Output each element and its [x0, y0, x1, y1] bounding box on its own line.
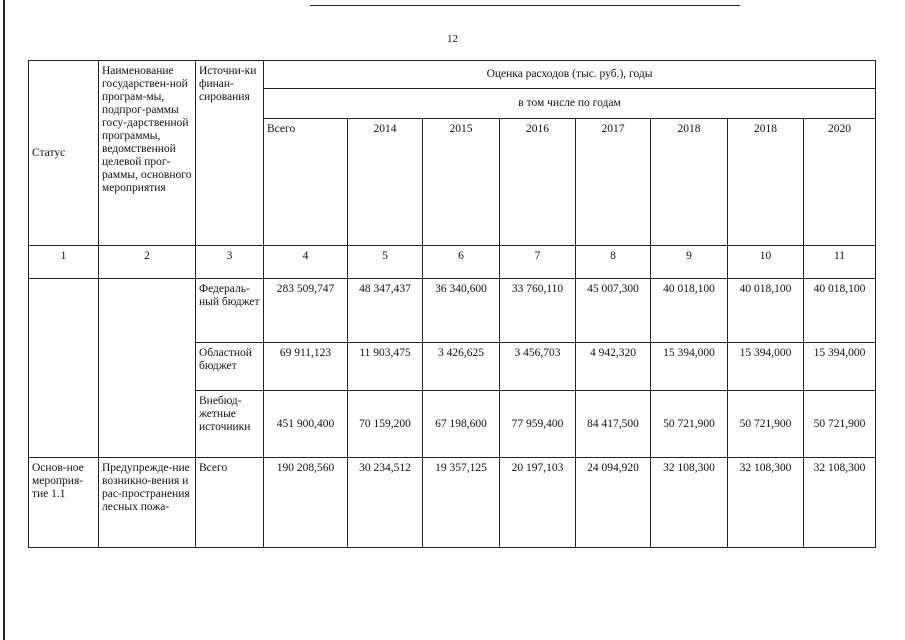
- total-header: Всего: [264, 119, 348, 246]
- value-cell: 45 007,300: [576, 279, 651, 343]
- column-number: 2: [99, 246, 196, 279]
- status-header: Статус: [29, 61, 99, 246]
- status-cell: Основ-ное мероприя-тие 1.1: [29, 458, 99, 548]
- column-number: 5: [348, 246, 423, 279]
- source-cell: Внебюд-жетные источники: [196, 391, 264, 458]
- year-header: 2015: [423, 119, 500, 246]
- value-cell: 20 197,103: [500, 458, 576, 548]
- column-number-row: [29, 246, 876, 279]
- expense-estimate-table: [28, 60, 876, 548]
- source-cell: Областной бюджет: [196, 343, 264, 391]
- year-header: 2014: [348, 119, 423, 246]
- year-header: 2020: [804, 119, 876, 246]
- value-cell: 50 721,900: [804, 391, 876, 458]
- source-cell: Федераль-ный бюджет: [196, 279, 264, 343]
- year-header: 2018: [651, 119, 728, 246]
- value-cell: 32 108,300: [728, 458, 804, 548]
- year-header: 2016: [500, 119, 576, 246]
- status-cell: [29, 279, 99, 458]
- value-cell: 48 347,437: [348, 279, 423, 343]
- value-cell: 50 721,900: [728, 391, 804, 458]
- column-number: 9: [651, 246, 728, 279]
- column-number: 8: [576, 246, 651, 279]
- funding-sources-header: Источни-ки финан-сирования: [196, 61, 264, 246]
- source-cell: Всего: [196, 458, 264, 548]
- value-cell: 15 394,000: [651, 343, 728, 391]
- scan-left-edge: [3, 0, 5, 640]
- value-cell: 3 426,625: [423, 343, 500, 391]
- column-number: 1: [29, 246, 99, 279]
- value-cell: 283 509,747: [264, 279, 348, 343]
- name-cell: [99, 279, 196, 458]
- name-cell: Предупрежде-ние возникно-вения и рас-пространения лесных пожа-: [99, 458, 196, 548]
- value-cell: 40 018,100: [728, 279, 804, 343]
- year-header: 2017: [576, 119, 651, 246]
- value-cell: 19 357,125: [423, 458, 500, 548]
- table-row: [29, 458, 876, 548]
- value-cell: 69 911,123: [264, 343, 348, 391]
- value-cell: 36 340,600: [423, 279, 500, 343]
- program-name-header: Наименование государствен-ной програм-мы, подпрог-раммы госу-дарственной программы, ведомственной целевой прог-раммы, основного мероприятия: [99, 61, 196, 246]
- value-cell: 451 900,400: [264, 391, 348, 458]
- value-cell: 3 456,703: [500, 343, 576, 391]
- column-number: 3: [196, 246, 264, 279]
- column-number: 4: [264, 246, 348, 279]
- by-years-header: в том числе по годам: [264, 89, 876, 119]
- value-cell: 84 417,500: [576, 391, 651, 458]
- value-cell: 190 208,560: [264, 458, 348, 548]
- value-cell: 40 018,100: [804, 279, 876, 343]
- value-cell: 33 760,110: [500, 279, 576, 343]
- value-cell: 50 721,900: [651, 391, 728, 458]
- value-cell: 77 959,400: [500, 391, 576, 458]
- cost-estimate-header: Оценка расходов (тыс. руб.), годы: [264, 61, 876, 89]
- scan-top-rule: [310, 5, 740, 6]
- value-cell: 40 018,100: [651, 279, 728, 343]
- column-number: 10: [728, 246, 804, 279]
- value-cell: 32 108,300: [651, 458, 728, 548]
- value-cell: 15 394,000: [804, 343, 876, 391]
- table-row: [29, 279, 876, 343]
- year-header: 2018: [728, 119, 804, 246]
- column-number: 11: [804, 246, 876, 279]
- value-cell: 15 394,000: [728, 343, 804, 391]
- value-cell: 70 159,200: [348, 391, 423, 458]
- value-cell: 4 942,320: [576, 343, 651, 391]
- value-cell: 67 198,600: [423, 391, 500, 458]
- value-cell: 30 234,512: [348, 458, 423, 548]
- column-number: 7: [500, 246, 576, 279]
- value-cell: 32 108,300: [804, 458, 876, 548]
- page-number: 12: [447, 33, 458, 45]
- value-cell: 11 903,475: [348, 343, 423, 391]
- column-number: 6: [423, 246, 500, 279]
- value-cell: 24 094,920: [576, 458, 651, 548]
